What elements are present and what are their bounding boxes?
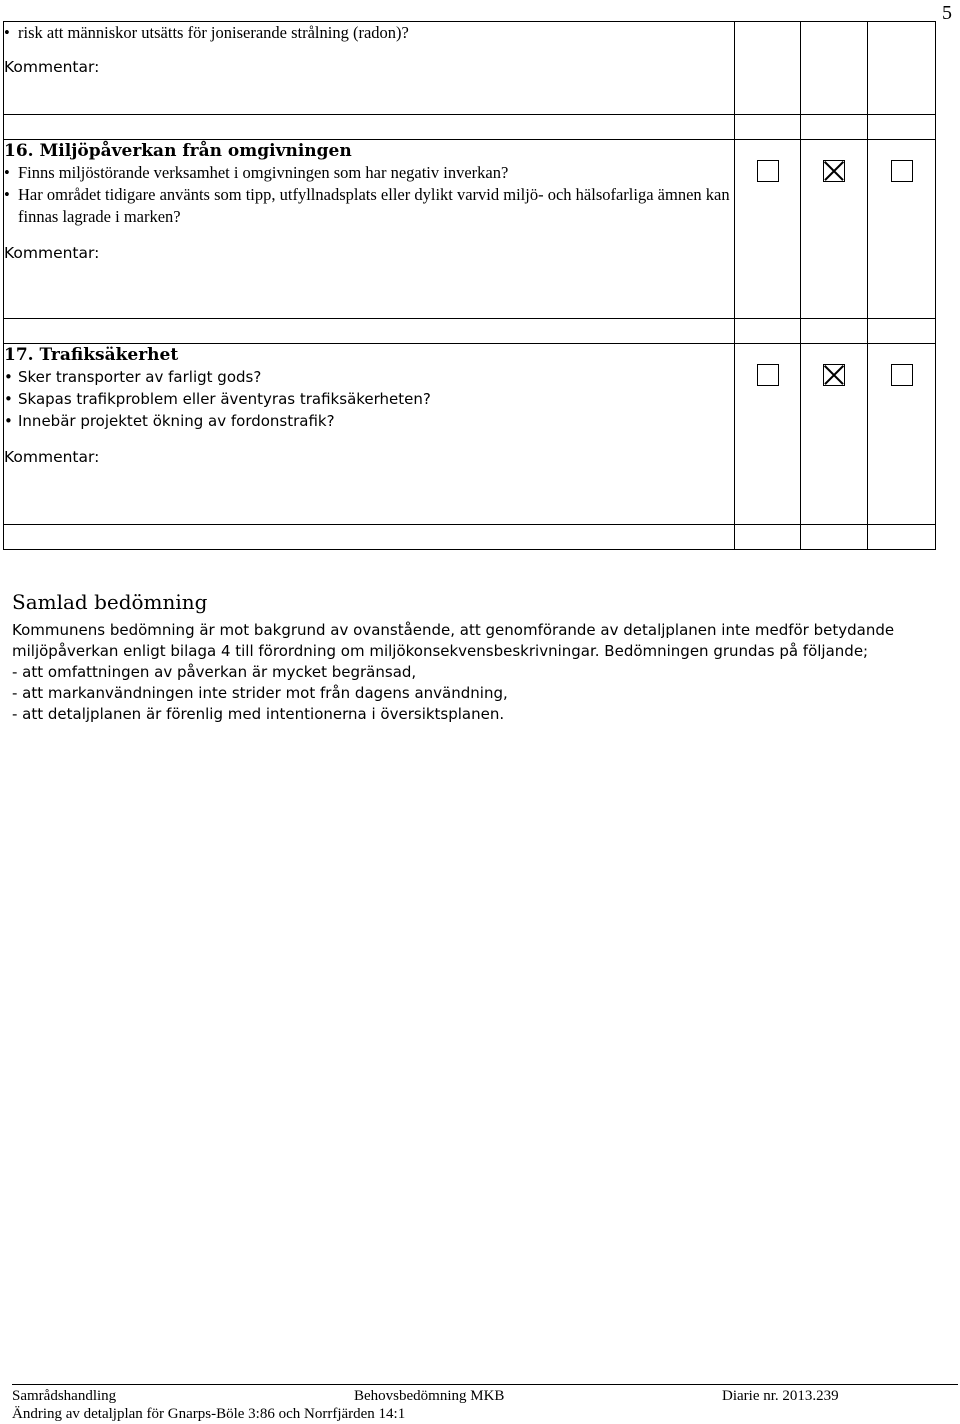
- summary-paragraph: Kommunens bedömning är mot bakgrund av ovanstående, att genomförande av detaljplanen inte medför betydande miljöpåverkan enligt bilaga 4 till förordning om miljökonsekvensbeskrivningar. Bedömningen grundas på följande;: [12, 621, 895, 660]
- row-radon: [4, 22, 936, 115]
- check-cell: [801, 22, 868, 115]
- comment-label: Kommentar:: [4, 244, 100, 262]
- checkbox-nej[interactable]: [823, 160, 845, 182]
- summary-line: - att detaljplanen är förenlig med intentionerna i översiktsplanen.: [12, 705, 505, 723]
- check-cell: [801, 344, 868, 525]
- summary-title: Samlad bedömning: [12, 590, 208, 614]
- question-cell: [4, 140, 735, 319]
- checkbox-ja[interactable]: [757, 160, 779, 182]
- summary-line: - att omfattningen av påverkan är mycket begränsad,: [12, 663, 417, 681]
- footer-doc-type: Behovsbedömning MKB: [354, 1388, 505, 1404]
- row-16: [4, 140, 936, 319]
- checklist-table: [3, 21, 936, 550]
- comment-label: Kommentar:: [4, 58, 100, 76]
- bullet-item: • risk att människor utsätts för joniserande strålning (radon)?: [4, 22, 734, 44]
- checkbox-nej[interactable]: [823, 364, 845, 386]
- bullet-item: • Sker transporter av farligt gods?: [4, 366, 734, 388]
- question-cell: [4, 344, 735, 525]
- check-cell: [735, 22, 801, 115]
- row-spacer: [4, 525, 936, 550]
- checkbox-kanske[interactable]: [891, 160, 913, 182]
- check-cell: [868, 344, 936, 525]
- check-cell: [735, 344, 801, 525]
- section-heading: 16. Miljöpåverkan från omgivningen: [4, 141, 352, 161]
- row-spacer: [4, 319, 936, 344]
- row-17: [4, 344, 936, 525]
- bullet-item: • Har området tidigare använts som tipp, utfyllnadsplats eller dylikt varvid miljö- och hälsofarliga ämnen kan finnas lagrade i marken?: [4, 184, 734, 228]
- question-cell: [4, 22, 735, 115]
- footer-plan-name: Ändring av detaljplan för Gnarps-Böle 3:86 och Norrfjärden 14:1: [12, 1406, 406, 1422]
- checkbox-kanske[interactable]: [891, 364, 913, 386]
- bullet-item: • Skapas trafikproblem eller äventyras trafiksäkerheten?: [4, 388, 734, 410]
- row-spacer: [4, 115, 936, 140]
- footer-diary-number: Diarie nr. 2013.239: [722, 1388, 839, 1404]
- summary-line: - att markanvändningen inte strider mot från dagens användning,: [12, 684, 508, 702]
- page-number: 5: [942, 2, 952, 24]
- bullet-item: • Innebär projektet ökning av fordonstrafik?: [4, 410, 734, 432]
- section-heading: 17. Trafiksäkerhet: [4, 345, 179, 365]
- check-cell: [801, 140, 868, 319]
- check-cell: [735, 140, 801, 319]
- page-footer: [12, 1384, 958, 1423]
- check-cell: [868, 140, 936, 319]
- checkbox-ja[interactable]: [757, 364, 779, 386]
- summary-section: [12, 590, 942, 725]
- summary-body: [12, 620, 942, 725]
- comment-label: Kommentar:: [4, 448, 100, 466]
- footer-status: Samrådshandling: [12, 1388, 117, 1404]
- bullet-item: • Finns miljöstörande verksamhet i omgivningen som har negativ inverkan?: [4, 162, 734, 184]
- check-cell: [868, 22, 936, 115]
